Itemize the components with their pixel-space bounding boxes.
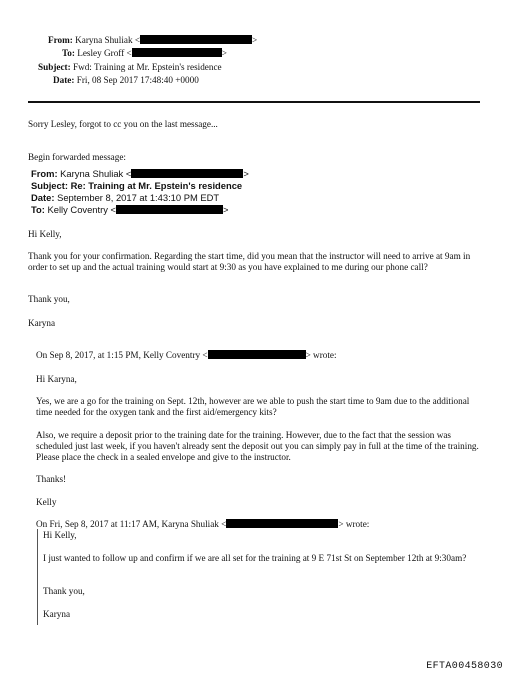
header-subject-label: Subject: — [38, 62, 71, 72]
redaction-bar — [131, 169, 243, 178]
forward-from-row: From: Karyna Shuliak < > — [31, 168, 249, 179]
quote-bar — [37, 529, 38, 625]
message3-closing: Thank you, — [43, 586, 85, 596]
header-from-row: From: Karyna Shuliak < > — [48, 35, 258, 45]
forward-to-label: To: — [31, 204, 45, 215]
intro-text: Sorry Lesley, forgot to cc you on the last message... — [28, 119, 218, 129]
forward-date-row — [31, 193, 219, 204]
message1-body: Thank you for your confirmation. Regarding the start time, did you mean that the instructor will need to arrive at 9am in order to set up and the actual training would start at 9:30 as you have explained to me during our phone call? — [28, 251, 471, 272]
redaction-bar — [226, 519, 338, 528]
message1-greeting: Hi Kelly, — [28, 229, 62, 239]
forward-notice: Begin forwarded message: — [28, 152, 126, 162]
header-date-row — [53, 75, 199, 86]
forward-subject-row — [31, 181, 242, 192]
header-date-label: Date: — [53, 75, 75, 85]
message3-signature: Karyna — [43, 609, 71, 619]
redaction-bar — [208, 350, 306, 359]
message1-signature: Karyna — [28, 318, 56, 328]
forward-from-name: Karyna Shuliak < — [60, 168, 132, 179]
message2-attribution: On Sep 8, 2017, at 1:15 PM, Kelly Coventry < > wrote: — [36, 350, 337, 360]
redaction-bar — [132, 48, 222, 57]
forward-subject: Re: Training at Mr. Epstein's residence — [70, 180, 243, 191]
redaction-bar — [140, 35, 252, 44]
message2-signature: Kelly — [36, 497, 57, 507]
header-date: Fri, 08 Sep 2017 17:48:40 +0000 — [76, 75, 199, 85]
message2-body1: Yes, we are a go for the training on Sept. 12th, however are we able to push the start time to 9am due to the additional time needed for the oxygen tank and the first aid/emergency kits? — [36, 396, 470, 417]
forward-subject-label: Subject: — [31, 180, 68, 191]
header-subject-row — [38, 62, 222, 73]
message2-closing: Thanks! — [36, 474, 67, 484]
message2-body2: Also, we require a deposit prior to the training date for the training. However, due to the fact that the session was scheduled just last week, if you haven't already sent the deposit out you can simply pay in full at the time of the training. Please place the check in a sealed envelope and give to the instructor. — [36, 430, 479, 462]
forward-from-label: From: — [31, 168, 58, 179]
forward-to-name: Kelly Coventry < — [47, 204, 117, 215]
header-divider — [28, 101, 480, 103]
header-to-name: Lesley Groff < — [77, 48, 132, 58]
forward-to-row: To: Kelly Coventry < > — [31, 204, 229, 215]
bates-number: EFTA00458030 — [426, 661, 503, 672]
message3-attribution: On Fri, Sep 8, 2017 at 11:17 AM, Karyna Shuliak < > wrote: — [36, 519, 370, 529]
header-from-name: Karyna Shuliak < — [75, 35, 141, 45]
header-to-label: To: — [62, 48, 75, 58]
forward-date-label: Date: — [31, 192, 55, 203]
header-to-row: To: Lesley Groff < > — [62, 48, 227, 58]
forward-date: September 8, 2017 at 1:43:10 PM EDT — [57, 192, 220, 203]
message2-greeting: Hi Karyna, — [36, 374, 77, 384]
message1-closing: Thank you, — [28, 294, 70, 304]
header-subject: Fwd: Training at Mr. Epstein's residence — [72, 62, 222, 72]
message3-greeting: Hi Kelly, — [43, 530, 77, 540]
header-from-label: From: — [48, 35, 73, 45]
message3-body: I just wanted to follow up and confirm if we are all set for the training at 9 E 71st St on September 12th at 9:30am? — [43, 553, 467, 563]
redaction-bar — [116, 205, 223, 214]
